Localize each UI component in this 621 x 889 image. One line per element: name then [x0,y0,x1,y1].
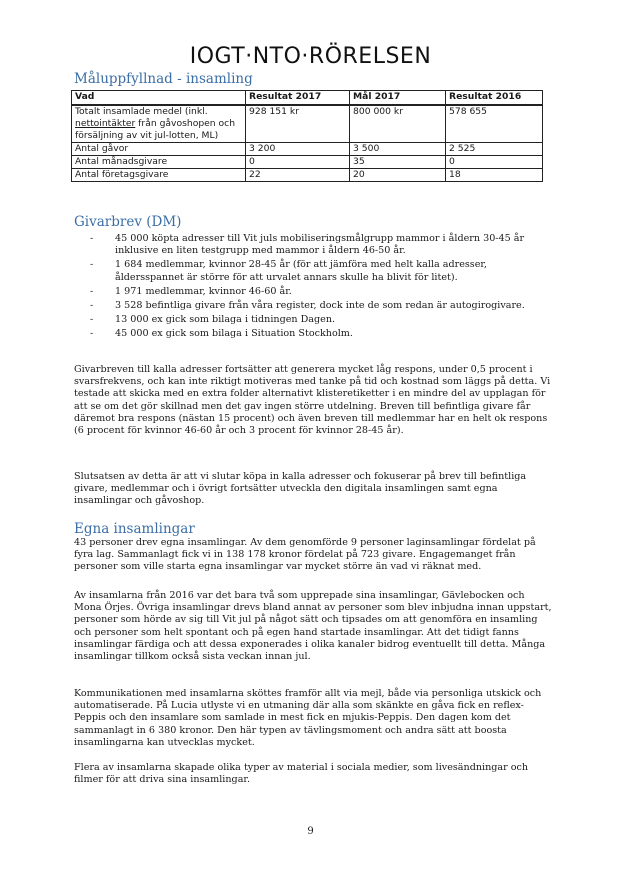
table-cell [72,105,246,143]
body-paragraph: Av insamlarna från 2016 var det bara två som upprepade sina insamlingar, Gävlebocken och Mona Örjes. Övriga insamlingar drevs bland annat av personer som blev inbjudna innan uppstart, personer som hörde av sig till Vit jul på något sätt och tipsades om att genomföra en insamling och personer som helt spontant och på egen hand startade insamlingar. Att det tidigt fanns insamlingar färdiga och att dessa exponerades i olika kanaler bidrog eventuellt till detta. Många insamlingar tillkom också sista veckan innan jul. [74,590,552,663]
table-cell: 0 [246,156,350,169]
table-cell: 20 [350,169,446,182]
table-cell: 3 200 [246,143,350,156]
table-cell: 578 655 [446,105,543,143]
organization-logo: IOGT·NTO·RÖRELSEN [189,44,432,69]
table-cell: Antal månadsgivare [72,156,246,169]
underlined-term: nettointäkter [75,118,136,129]
table-header-row [72,91,543,106]
body-paragraph: Givarbreven till kalla adresser fortsätter att generera mycket låg respons, under 0,5 procent i svarsfrekvens, och kan inte riktigt motiveras med tanke på tid och kostnad som läggs på detta. Vi testade att skicka med en extra folder alternativt klisteretiketter i en mindre del av upplagan för att se om det gör skillnad men det gav ingen större utdelning. Breven till befintliga givare får däremot bra respons (nästan 15 procent) och även breven till medlemmar har en helt ok respons (6 procent för kvinnor 46-60 år och 3 procent för kvinnor 28-45 år). [74,364,551,437]
table-cell: 22 [246,169,350,182]
table-cell: 2 525 [446,143,543,156]
body-paragraph: Kommunikationen med insamlarna sköttes framför allt via mejl, både via personliga utskick och automatiserade. På Lucia utlyste vi en utmaning där alla som skänkte en gåva fick en reflex-Peppis och den insamlare som samlade in mest fick en mjukis-Peppis. Den dagen kom det sammanlagt in 6 380 kronor. Den här typen av tävlingsmoment och andra sätt att boosta insamlingarna kan utvecklas mycket. [74,688,542,748]
table-row [72,105,543,143]
donor-letter-list [90,233,550,343]
body-paragraph: 43 personer drev egna insamlingar. Av dem genomförde 9 personer laginsamlingar fördelat på fyra lag. Sammanlagt fick vi in 138 178 kronor fördelat på 723 givare. Engagemanget från personer som ville starta egna insamlingar var mycket större än vad vi räknat med. [74,537,536,573]
table-header-cell: Resultat 2016 [446,91,543,106]
list-item: - 1 971 medlemmar, kvinnor 46-60 år. [90,286,550,298]
body-paragraph: Slutsatsen av detta är att vi slutar köpa in kalla adresser och fokuserar på brev till befintliga givare, medlemmar och i övrigt fortsätter utveckla den digitala insamlingen samt egna insamlingar och gåvoshop. [74,471,527,507]
table-cell: Antal företagsgivare [72,169,246,182]
table-header-cell: Mål 2017 [350,91,446,106]
section-title-own-fundraisers: Egna insamlingar [74,521,195,537]
table-cell: 0 [446,156,543,169]
list-item: - 3 528 befintliga givare från våra register, dock inte de som redan är autogirogivare. [90,300,550,312]
table-header-cell: Resultat 2017 [246,91,350,106]
table-cell: 800 000 kr [350,105,446,143]
table-cell: 18 [446,169,543,182]
table-cell: 35 [350,156,446,169]
cell-text: från gåvoshopen och försäljning av vit jul-lotten, ML) [75,118,236,141]
table-row [72,156,543,169]
cell-text: Totalt insamlade medel (inkl. [75,106,208,117]
table-cell: 3 500 [350,143,446,156]
list-item: - 45 000 ex gick som bilaga i Situation Stockholm. [90,328,550,340]
table-row [72,169,543,182]
page-number: 9 [307,826,314,837]
table-row [72,143,543,156]
list-item: - 13 000 ex gick som bilaga i tidningen Dagen. [90,314,550,326]
table-cell: Antal gåvor [72,143,246,156]
table-header-cell: Vad [72,91,246,106]
list-item: - 1 684 medlemmar, kvinnor 28-45 år (för att jämföra med helt kalla adresser, åldersspannet är större för att urvalet annars skulle ha blivit för litet). [90,259,550,283]
section-title-goal-fulfillment: Måluppfyllnad - insamling [74,71,253,87]
list-item: - 45 000 köpta adresser till Vit juls mobiliseringsmålgrupp mammor i åldern 30-45 år inklusive en liten testgrupp med mammor i åldern 46-50 år. [90,233,550,257]
body-paragraph: Flera av insamlarna skapade olika typer av material i sociala medier, som livesändningar och filmer för att driva sina insamlingar. [74,762,529,786]
goal-table [71,90,543,182]
section-title-donor-letters: Givarbrev (DM) [74,214,182,230]
table-cell: 928 151 kr [246,105,350,143]
